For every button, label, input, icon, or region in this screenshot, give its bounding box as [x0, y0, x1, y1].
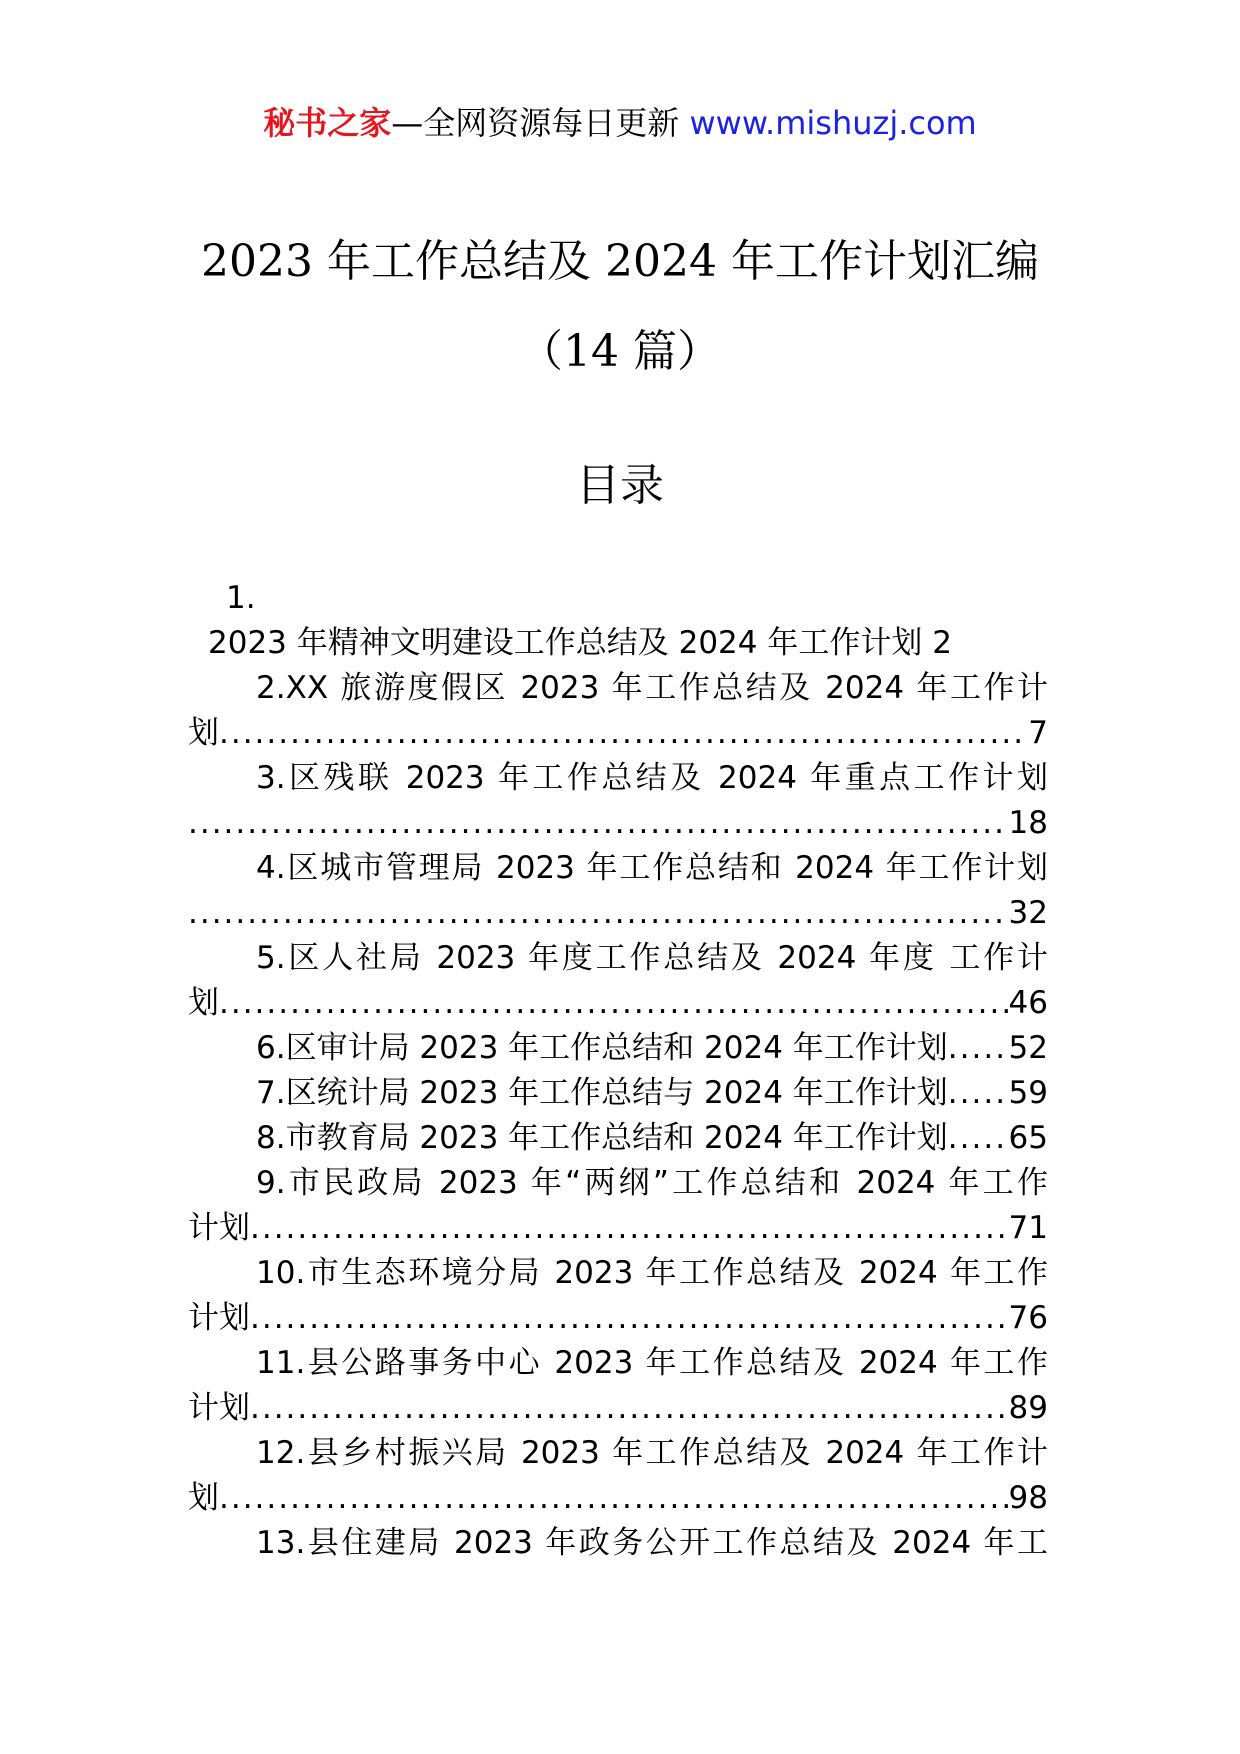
toc-entry-5-line1[interactable]: 5.区人社局 2023 年度工作总结及 2024 年度 工作计 [256, 940, 1048, 976]
toc-entry-5-leader[interactable] [188, 981, 1048, 1026]
toc-entry-11-tail: 计划 [188, 1390, 250, 1426]
site-header [0, 98, 1240, 148]
toc-entry-10-tail: 计划 [188, 1300, 250, 1336]
toc-entry-2-line1[interactable]: 2.XX 旅游度假区 2023 年工作总结及 2024 年工作计 [256, 670, 1048, 706]
toc-entry-4-page: 32 [1008, 895, 1048, 931]
toc-entry-4-line1[interactable]: 4.区城市管理局 2023 年工作总结和 2024 年工作计划 [256, 850, 1048, 886]
toc-entry-6[interactable] [188, 1026, 1048, 1071]
dot-leader [948, 1116, 1009, 1161]
toc-entry-8[interactable] [188, 1116, 1048, 1161]
toc-entry-4-leader[interactable] [188, 891, 1048, 936]
toc-entry-1-number[interactable]: 1. [226, 580, 256, 616]
dot-leader [948, 1026, 1009, 1071]
toc-entry-10-leader[interactable] [188, 1296, 1048, 1341]
toc-entry-3-leader[interactable] [188, 801, 1048, 846]
toc-heading: 目录 [576, 460, 664, 511]
toc-entry-7-text: 7.区统计局 2023 年工作总结与 2024 年工作计划 [256, 1075, 948, 1111]
toc-entry-10-page: 76 [1008, 1300, 1048, 1336]
toc-entry-12-tail: 划 [188, 1480, 219, 1516]
toc-entry-8-page: 65 [1008, 1120, 1048, 1156]
dot-leader [219, 981, 1009, 1026]
header-tagline: —全网资源每日更新 [391, 104, 690, 142]
document-title: 2023 年工作总结及 2024 年工作计划汇编 [201, 236, 1039, 287]
dot-leader [219, 711, 1028, 756]
dot-leader [948, 1071, 1009, 1116]
toc-entry-11-line1[interactable]: 11.县公路事务中心 2023 年工作总结及 2024 年工作 [256, 1345, 1048, 1381]
toc-entry-10-line1[interactable]: 10.市生态环境分局 2023 年工作总结及 2024 年工作 [256, 1255, 1048, 1291]
toc-entry-2-leader[interactable] [188, 711, 1048, 756]
toc-entry-12-line1[interactable]: 12.县乡村振兴局 2023 年工作总结及 2024 年工作计 [256, 1435, 1048, 1471]
toc-entry-13-line1[interactable]: 13.县住建局 2023 年政务公开工作总结及 2024 年工 [256, 1525, 1048, 1561]
toc-entry-3-page: 18 [1008, 805, 1048, 841]
toc-entry-11-page: 89 [1008, 1390, 1048, 1426]
toc-entry-3-line1[interactable]: 3.区残联 2023 年工作总结及 2024 年重点工作计划 [256, 760, 1048, 796]
toc-entry-9-page: 71 [1008, 1210, 1048, 1246]
toc-entry-6-page: 52 [1008, 1030, 1048, 1066]
brand-name: 秘书之家 [263, 104, 392, 142]
document-subtitle: （14 篇） [519, 326, 721, 377]
toc-entry-8-text: 8.市教育局 2023 年工作总结和 2024 年工作计划 [256, 1120, 948, 1156]
dot-leader [250, 1296, 1009, 1341]
dot-leader [188, 801, 1009, 846]
dot-leader [188, 891, 1009, 936]
toc-entry-9-leader[interactable] [188, 1206, 1048, 1251]
toc-entry-7[interactable] [188, 1071, 1048, 1116]
toc-entry-1-text[interactable]: 2023 年精神文明建设工作总结及 2024 年工作计划 2 [208, 625, 952, 661]
toc-entry-6-text: 6.区审计局 2023 年工作总结和 2024 年工作计划 [256, 1030, 948, 1066]
toc-entry-9-line1[interactable]: 9.市民政局 2023 年“两纲”工作总结和 2024 年工作 [256, 1165, 1048, 1201]
toc-entry-2-page: 7 [1028, 715, 1048, 751]
toc-entry-5-page: 46 [1008, 985, 1048, 1021]
toc-entry-2-tail: 划 [188, 715, 219, 751]
table-of-contents [188, 576, 1048, 1566]
toc-entry-9-tail: 计划 [188, 1210, 250, 1246]
toc-entry-5-tail: 划 [188, 985, 219, 1021]
toc-entry-12-page: 98 [1008, 1480, 1048, 1516]
dot-leader [219, 1476, 1009, 1521]
site-url-link[interactable]: www.mishuzj.com [689, 104, 977, 142]
toc-entry-7-page: 59 [1008, 1075, 1048, 1111]
dot-leader [250, 1386, 1009, 1431]
toc-entry-12-leader[interactable] [188, 1476, 1048, 1521]
toc-entry-11-leader[interactable] [188, 1386, 1048, 1431]
dot-leader [250, 1206, 1009, 1251]
